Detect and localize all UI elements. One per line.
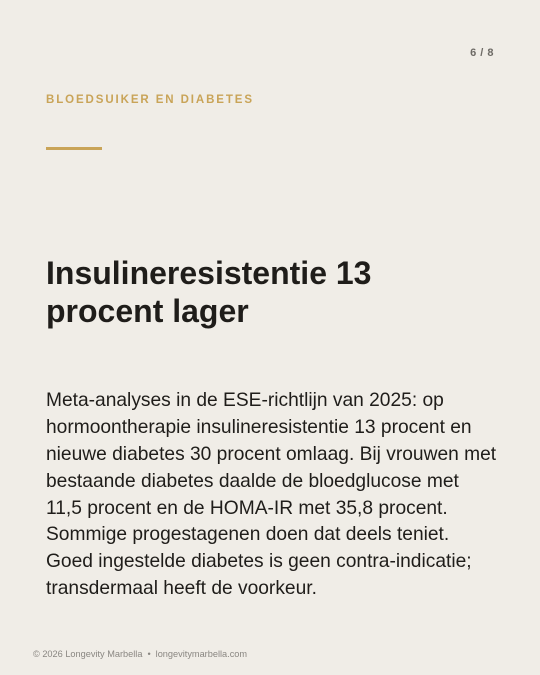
footer-copyright: © 2026 Longevity Marbella (33, 649, 143, 659)
accent-divider (46, 147, 102, 150)
slide-title: Insulineresistentie 13 procent lager (46, 255, 372, 329)
footer-website-link[interactable]: longevitymarbella.com (155, 649, 248, 659)
footer (33, 649, 247, 659)
slide-body: Meta-analyses in de ESE-richtlijn van 2025: op hormoontherapie insulineresistentie 13 procent en nieuwe diabetes 30 procent omlaag. Bij vrouwen met bestaande diabetes daalde de bloedglucose met 11,5 procent en de HOMA-IR met 35,8 procent. Sommige progestagenen doen dat deels teniet. Goed ingestelde diabetes is geen contra-indicatie; transdermaal heeft de voorkeur. (46, 390, 497, 600)
page-indicator: 6 / 8 (470, 47, 494, 59)
category-label: BLOEDSUIKER EN DIABETES (46, 94, 254, 106)
footer-separator: • (147, 649, 151, 659)
